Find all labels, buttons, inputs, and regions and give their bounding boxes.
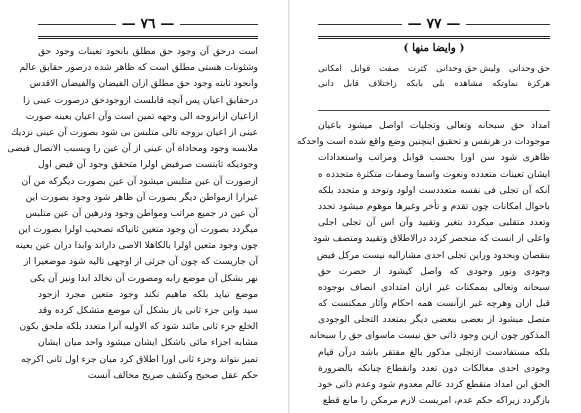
text-line: تمیز نتواند وجزء ثانی اورا اطلاق کرد میان جزء اول ثانی اکرچه bbox=[20, 353, 258, 365]
section-title: ( وایضا منها ) bbox=[403, 42, 465, 54]
left-page-header bbox=[38, 14, 258, 34]
text-line: عینی از اعیان بروجه تالی متلبس بی شود بصورت آن عینی نزدیك bbox=[11, 126, 258, 138]
verse-word: بلی bbox=[432, 79, 445, 89]
text-line: الحق ابن امداد منقطع کردد عالم معدوم شود وعدم ذاتی خود bbox=[318, 379, 550, 390]
text-line: نهر بشکل آن موضع رابه ومصورت آن نخالد ابدا ونیز آن یکی bbox=[29, 272, 258, 284]
text-line: موضع تیاپد بلکه ماهیم نکند وجود متعین مجرد ازجود bbox=[38, 288, 258, 300]
verse-word: دانی bbox=[318, 79, 334, 89]
right-header-rule bbox=[318, 36, 550, 39]
right-page-body bbox=[296, 118, 550, 409]
left-page-number: — ٧٦ — bbox=[116, 16, 181, 32]
text-line: چون وجود متعین اولرا بالکاهلا الاصی داراند وابدا دران عین بعینه bbox=[15, 240, 258, 252]
text-line: درحقایق اعیان پس آنچه قابلست ازوجودحق درصورت عینی زا bbox=[23, 94, 258, 106]
text-line: میگردد بصورت آن وجود متعین ثانیاکه تصحیب اولرا بصورت این bbox=[18, 224, 258, 236]
verse-word: مشاهده bbox=[454, 79, 483, 89]
text-line: غیرارا ازمواطن دیگر بصورت آن ظاهر شود وجود بصورت این bbox=[25, 191, 258, 203]
verse-word: صفت bbox=[379, 64, 400, 74]
text-line: المذکور چون ازین وجود ذاتی حق نیست ماسوای حق را سبحانه bbox=[309, 330, 550, 342]
text-line: ازاعیان ازانروجه الی وجهه تمین است وآن اعیان بعینه صورت bbox=[25, 110, 258, 122]
text-line: الخلع جزء ثانی مائند شود که الاولیه آنرا متعدد بلکه ملحق بکون bbox=[19, 321, 258, 333]
verse-word: حق وحدانی bbox=[508, 64, 550, 74]
text-line: حکم عقل صحیح وکشف صریح مخالف آنست bbox=[87, 369, 258, 381]
text-line: بلکه مستفادست ازتجلی مذکور بالغ مفتقر باشد درآن قیام bbox=[318, 346, 550, 358]
text-line: وجودی احدی معالکات دون تعدد وانقطاع چنانکه بالضرورة bbox=[318, 362, 550, 374]
text-line: سید وابن جزء ثانی یاز بشکل آن موضع متشکل کرده وقد bbox=[38, 305, 258, 316]
verse-word: هرکرة bbox=[527, 79, 550, 89]
text-line: موجودات در هرنفس و تحقیق اینچنین وضع واقع شده است واحدکه bbox=[296, 136, 550, 148]
left-header-rule bbox=[38, 36, 258, 39]
verse-word: امکانی bbox=[318, 64, 342, 74]
text-line: است درحق آن وجود حق مطلق بانحود تعینات وجود حق bbox=[38, 46, 258, 57]
verse-word: زاختلاف bbox=[368, 79, 397, 89]
right-page bbox=[290, 0, 581, 413]
verse-divider bbox=[318, 110, 550, 111]
verse-word: وليش حق وحدانی bbox=[436, 64, 501, 74]
text-line: قبل ازان وهرچه غیر ازآنست همه احکام وآثار ممکنست که bbox=[318, 298, 550, 310]
text-line: ایشان تعینات متعدده ونعوت واسما وصفات متکثرة متجدده ه bbox=[318, 168, 550, 180]
text-line: آن عین در جمیع مراتب ومواطن وجود ودرهین آن عین متلبس bbox=[25, 207, 258, 219]
text-line: باحوال امکانات چون تقدم و تأخر وغیرها موهوم میشود تجدد bbox=[318, 200, 550, 212]
right-page-header bbox=[318, 14, 550, 34]
verse-word: بابکه bbox=[406, 79, 423, 89]
text-line: ظاهری شود سن اورا بحسب قوابل ومراتب واستعدادات bbox=[318, 152, 550, 164]
verse-row bbox=[318, 62, 550, 77]
text-line: مشابه اجزاء مائی باشکل ایشان میشود واحد میان ایشان bbox=[38, 337, 258, 349]
text-line: متصل میشود از بعضی ببعضی دیگر بمتعدد التجلی الوجودی bbox=[318, 314, 550, 326]
text-line: وجودیکه ثابتست صرفیض اولرا متحقق وجود آن فیض اول bbox=[38, 159, 258, 171]
text-line: سبحانه وتعالی بممکنات غیر ازان امتدادی انصاف بوجوده bbox=[318, 281, 550, 293]
left-page-body bbox=[7, 44, 258, 384]
verse-word: قابل bbox=[343, 79, 359, 89]
text-line: وشئونات هستی مطلق است که ظاهر شده درصور حقایق عالم bbox=[19, 62, 258, 74]
text-line: وانحود ثابته وجود حق مطلق ازان الفیضان والفیضان الاقدس bbox=[29, 78, 258, 90]
text-line: آن جاریست که چون آن جزئی از اوجهی تالیه شود موضعیرا از bbox=[23, 256, 258, 268]
left-page bbox=[0, 0, 290, 413]
text-line: واعلی از انست که منحصر کردد درالاطلاق وتقیید ومتصف شود bbox=[313, 233, 550, 245]
verse-block bbox=[318, 62, 550, 92]
verse-row bbox=[318, 77, 550, 92]
text-line: ازصورت آن عین متلبس میشود آن عین بصورت دیگرکه من آن bbox=[21, 175, 258, 187]
text-line: وتعدد متقلبی میکردد بتغیر وتقیید وآن اس آن تجلی اجلی bbox=[318, 217, 550, 229]
verse-word: قوابل bbox=[350, 64, 371, 74]
text-line: آنکه آن تجلی فی نفسه متعددست اولود وتوحد و متجدد بلکه bbox=[318, 184, 550, 196]
text-line: ملابسه وجود ومحاذاة آن عینی از آن عین را وبسبب الاتصال فیضی bbox=[7, 143, 258, 155]
verse-word: کثرت bbox=[407, 64, 428, 74]
text-line: بازگردد زیراکه حکم عدم، امریست لازم مرمکن را مانع قطع bbox=[322, 395, 550, 407]
right-page-number: — ٧٧ — bbox=[402, 16, 467, 32]
verse-word: نماوتکه bbox=[492, 79, 518, 89]
text-line: امداد حق سبحانه وتعالی وتجلیات اواصل میشود باعیان bbox=[318, 120, 550, 131]
text-line: بنقصان وبحدود وراین تجلی احدی مشارالیه نیست مرکل فیض bbox=[316, 249, 550, 261]
text-line: وجودی ونور وجودی که واصل کیشود از حضرت حق bbox=[318, 265, 550, 277]
